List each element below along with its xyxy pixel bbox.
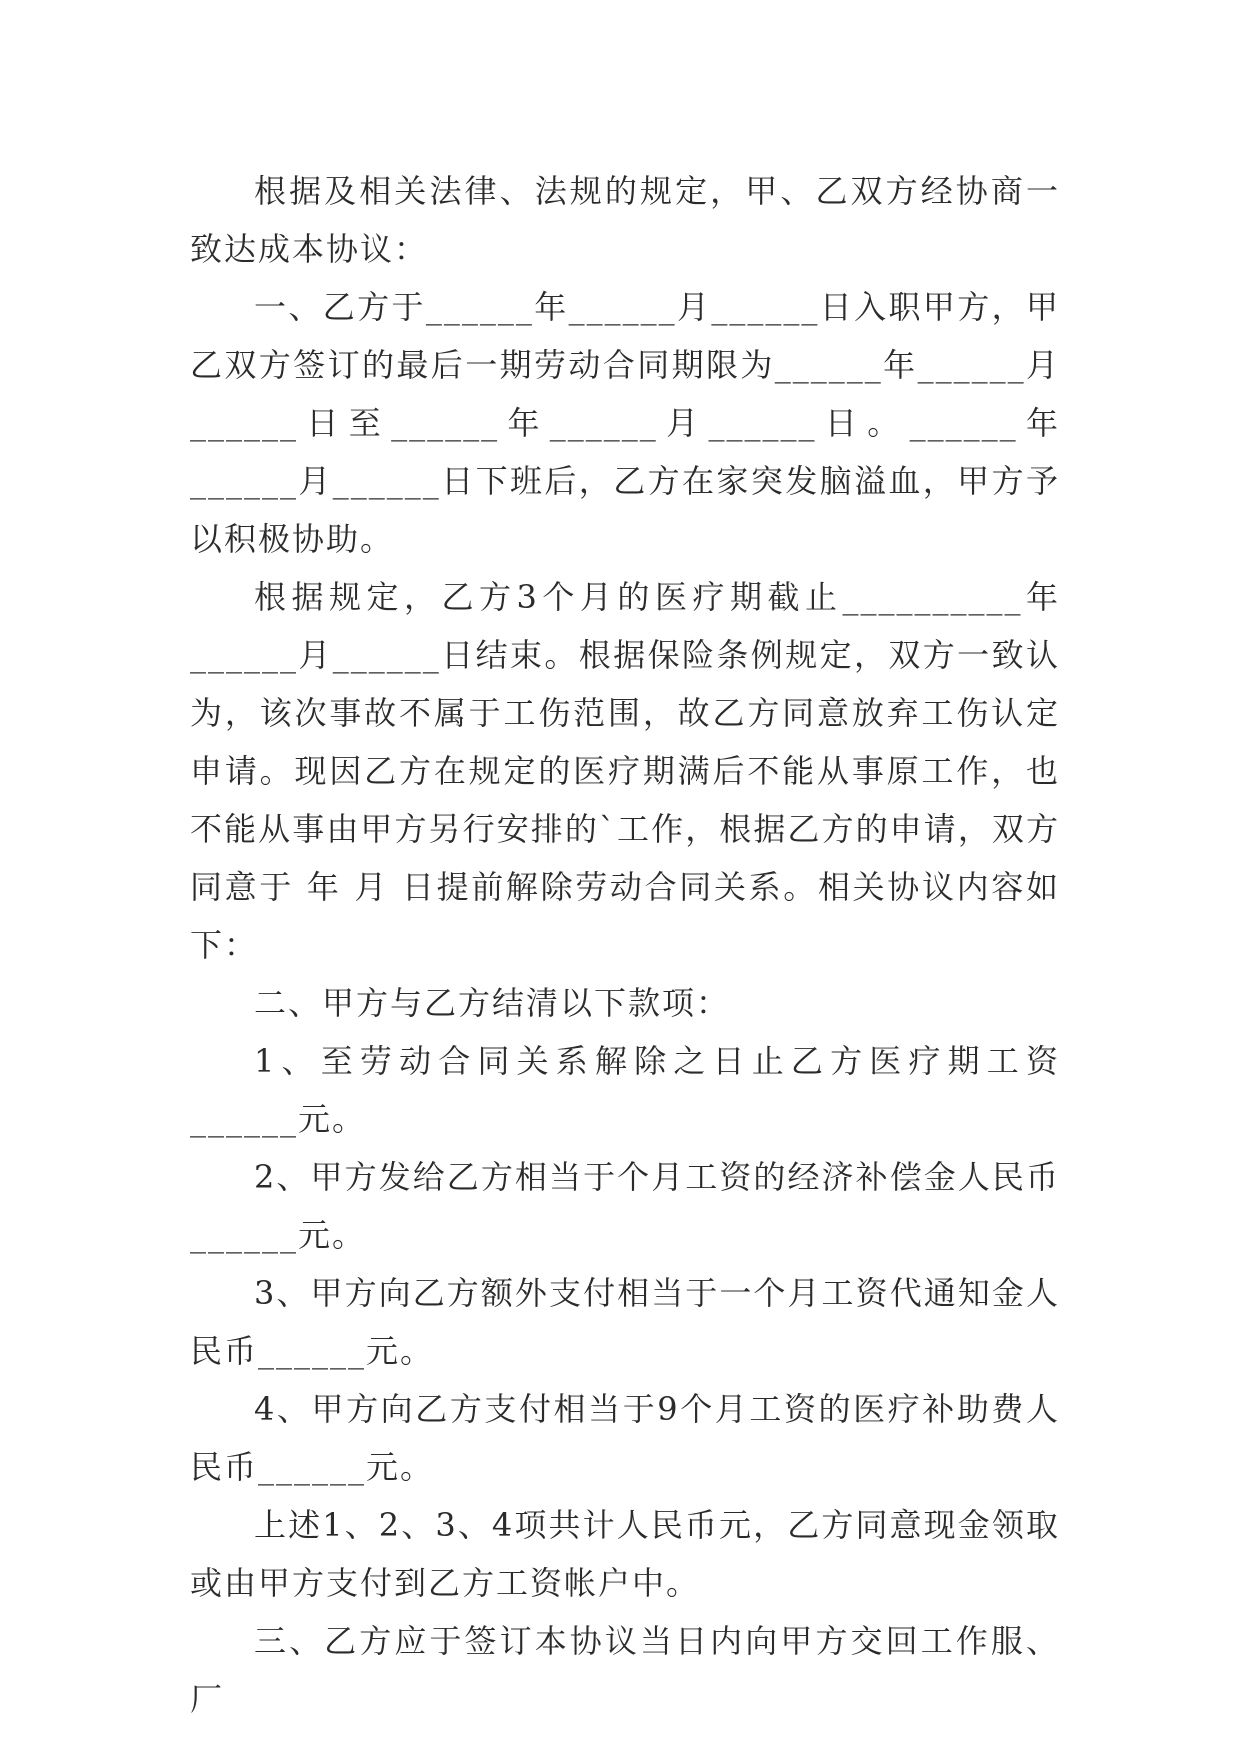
paragraph-total: 上述1、2、3、4项共计人民币元，乙方同意现金领取或由甲方支付到乙方工资帐户中。 — [190, 1506, 1060, 1602]
paragraph-item-1: 1、至劳动合同关系解除之日止乙方医疗期工资______元。 — [190, 1042, 1060, 1138]
paragraph-clause-one: 一、乙方于______年______月______日入职甲方，甲乙双方签订的最后一期劳动合同期限为______年______月______日至______年______月______日。______年______月______日下班后，乙方在家突发脑溢血，甲方予以积极协助。 — [190, 288, 1060, 558]
paragraph-item-4: 4、甲方向乙方支付相当于9个月工资的医疗补助费人民币______元。 — [190, 1390, 1060, 1486]
paragraph-item-2: 2、甲方发给乙方相当于个月工资的经济补偿金人民币______元。 — [190, 1158, 1060, 1254]
paragraph-item-3: 3、甲方向乙方额外支付相当于一个月工资代通知金人民币______元。 — [190, 1274, 1060, 1370]
document-body — [190, 162, 1060, 1728]
paragraph-intro: 根据及相关法律、法规的规定，甲、乙双方经协商一致达成本协议： — [190, 172, 1060, 268]
paragraph-clause-three: 三、乙方应于签订本协议当日内向甲方交回工作服、厂 — [190, 1622, 1060, 1718]
paragraph-medical-period: 根据规定，乙方3个月的医疗期截止__________年______月______日结束。根据保险条例规定，双方一致认为，该次事故不属于工伤范围，故乙方同意放弃工伤认定申请。现因乙方在规定的医疗期满后不能从事原工作，也不能从事由甲方另行安排的`工作，根据乙方的申请，双方同意于 年 月 日提前解除劳动合同关系。相关协议内容如下： — [190, 578, 1060, 964]
paragraph-clause-two: 二、甲方与乙方结清以下款项： — [254, 984, 731, 1022]
